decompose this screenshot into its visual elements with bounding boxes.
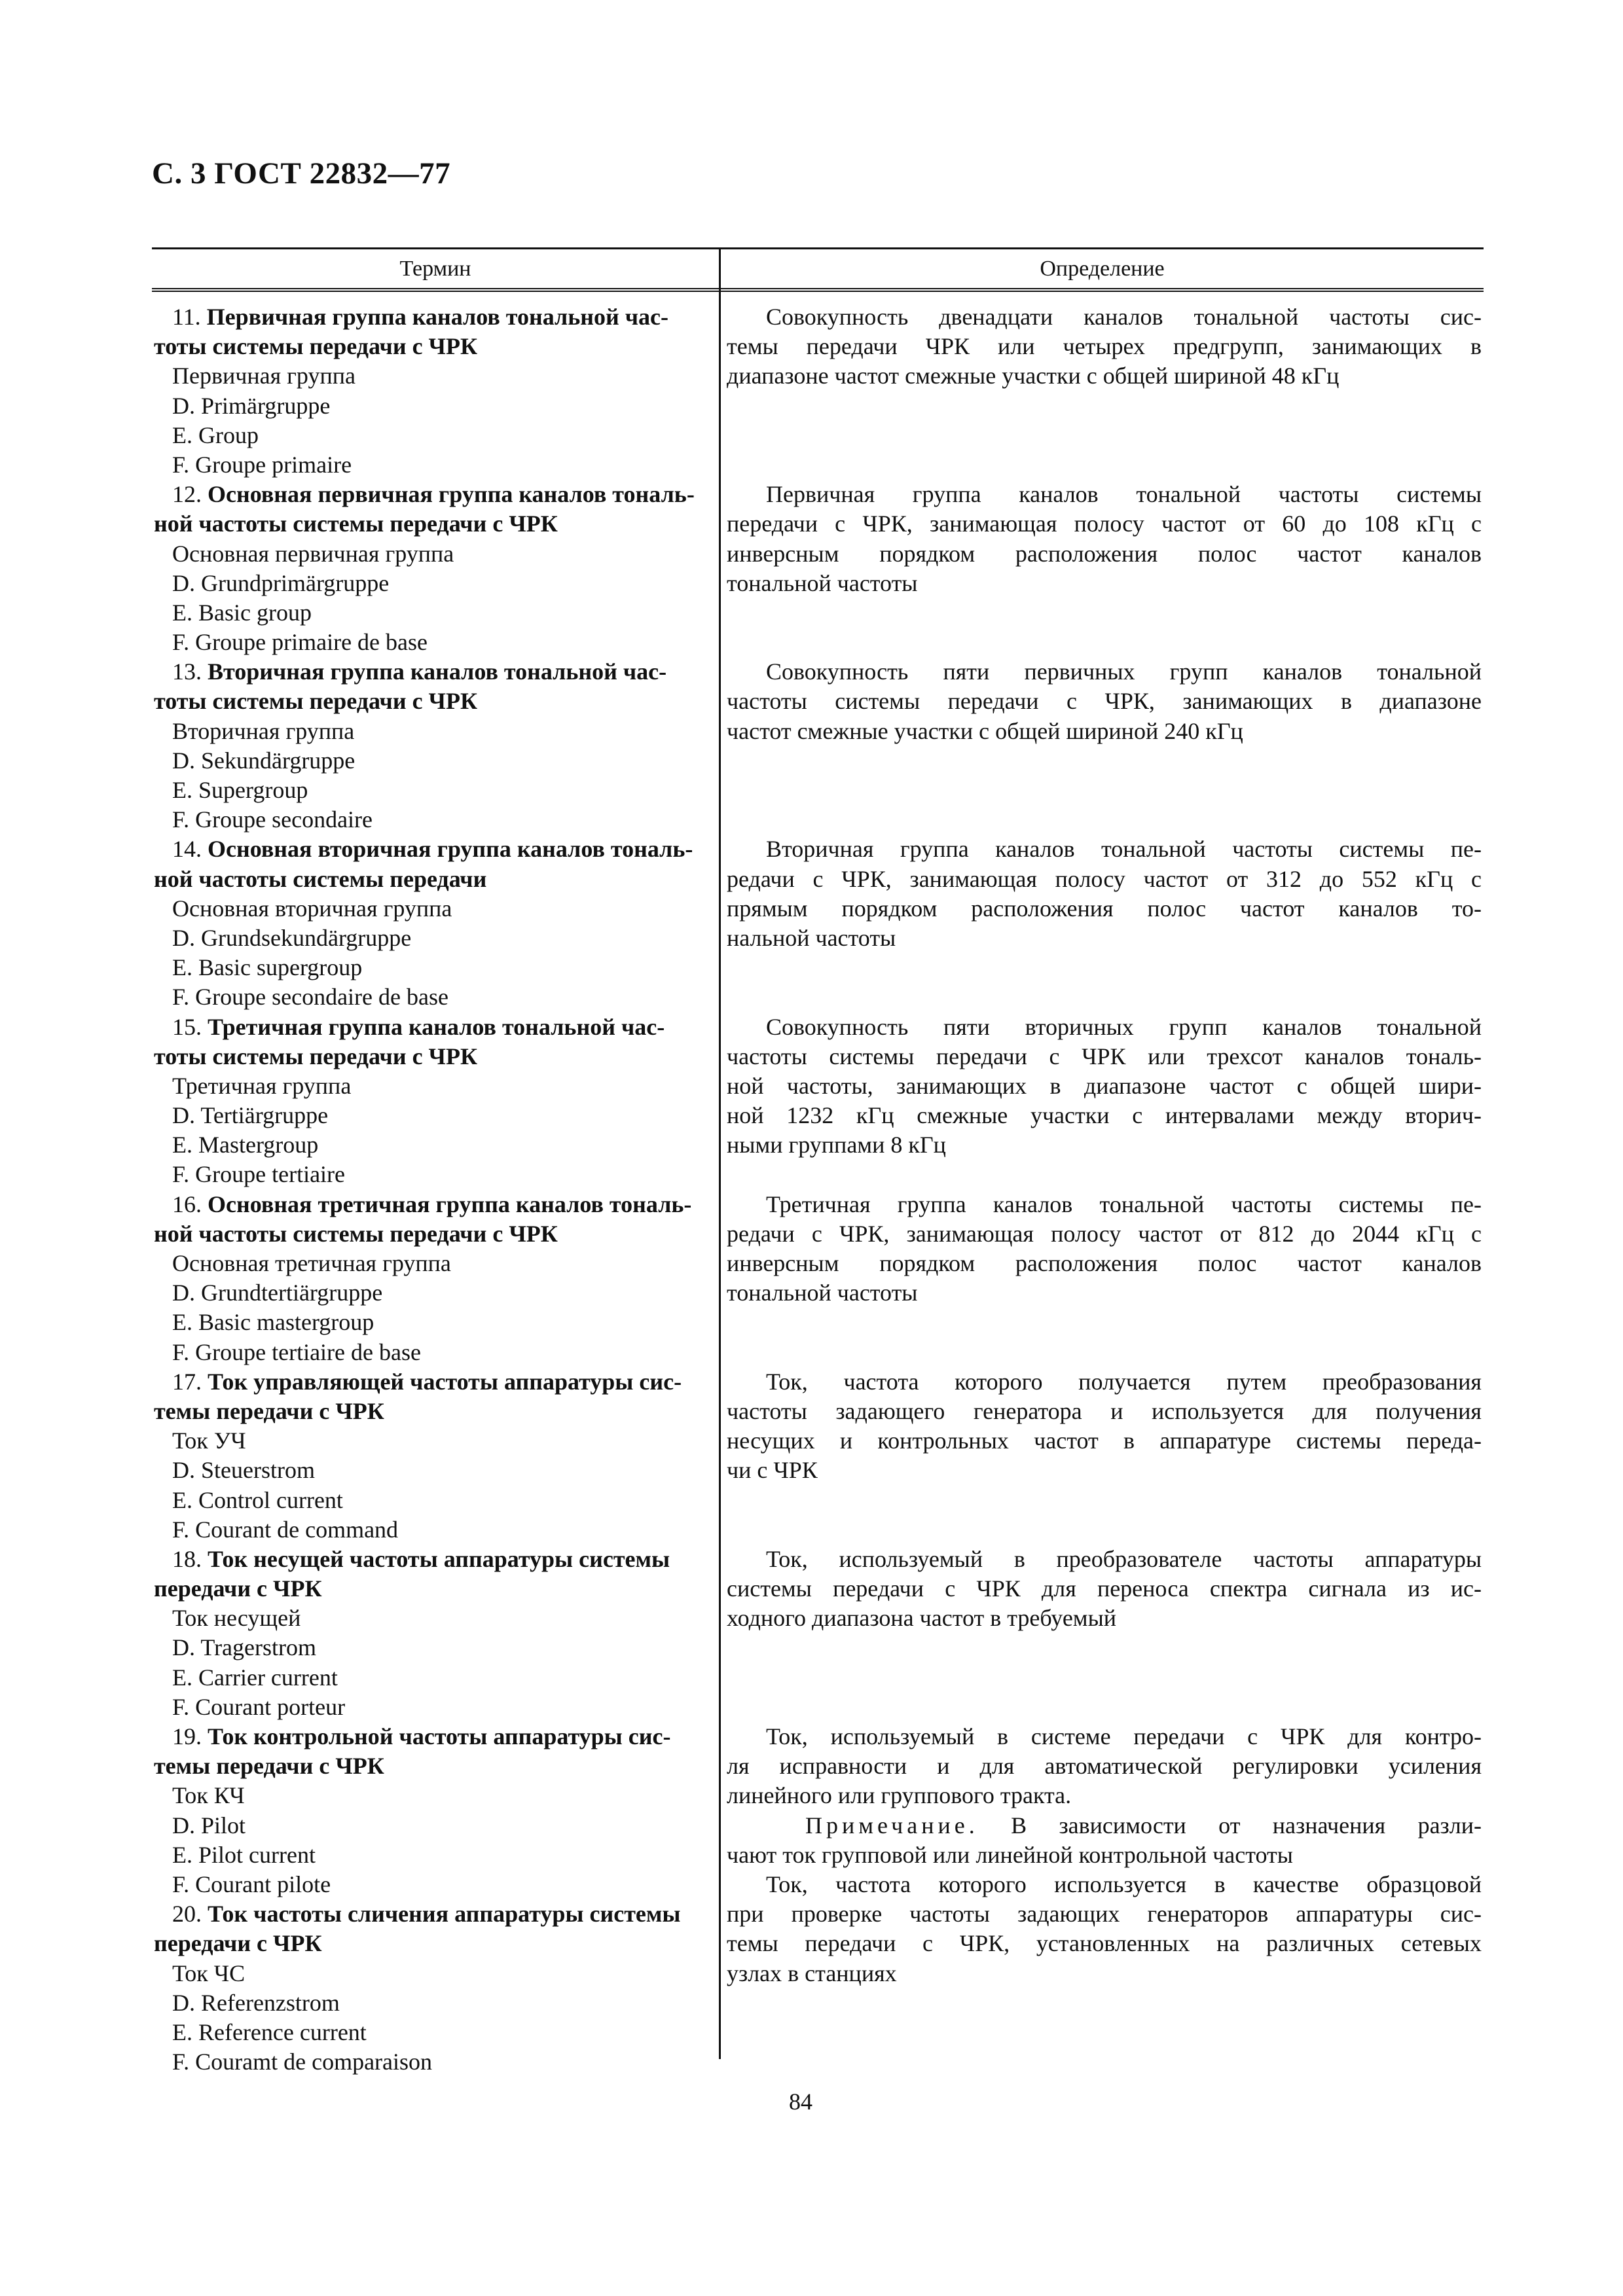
term-number: 16.: [172, 1191, 208, 1217]
term-number: 18.: [172, 1545, 208, 1572]
column-header-term: Термин: [399, 257, 471, 281]
blank-line: [727, 1515, 1482, 1545]
column-header-definition: Определение: [1040, 257, 1165, 281]
definition-line: ной 1232 кГц смежные участки с интервалами между вторич-: [727, 1102, 1482, 1129]
term-synonym: F. Groupe primaire: [172, 451, 352, 478]
term-synonym: D. Primärgruppe: [172, 392, 331, 419]
term-synonym: F. Couramt de comparaison: [172, 2049, 433, 2075]
term-synonym: D. Steuerstrom: [172, 1457, 315, 1484]
header-double-rule: [152, 288, 1484, 292]
term-title-line: [154, 834, 707, 864]
term-title: Ток частоты сличения аппаратуры системы: [208, 1901, 681, 1928]
term-synonym: D. Grundtertiärgruppe: [172, 1280, 383, 1306]
definition-line: тональной частоты: [727, 1280, 918, 1306]
term-number: 11.: [172, 304, 207, 330]
term-synonym: D. Sekundärgruppe: [172, 747, 356, 774]
definition-line: тональной частоты: [727, 569, 918, 596]
definition-line: системы передачи с ЧРК для переноса спектра сигнала из ис-: [727, 1575, 1482, 1602]
term-synonym: Ток УЧ: [172, 1427, 246, 1454]
blank-line: [727, 1693, 1482, 1722]
term-synonym: E. Reference current: [172, 2018, 367, 2045]
blank-line: [727, 805, 1482, 834]
term-synonym: E. Supergroup: [172, 777, 308, 803]
note-text: В зависимости от назначения разли-: [978, 1812, 1482, 1839]
blank-line: [727, 1663, 1482, 1693]
page-header: С. 3 ГОСТ 22832—77: [152, 156, 451, 190]
blank-line: [727, 1160, 1482, 1189]
definition-line: ными группами 8 кГц: [727, 1132, 946, 1158]
term-number: 15.: [172, 1013, 208, 1040]
term-title-line: [154, 1545, 707, 1574]
term-synonym: F. Groupe secondaire de base: [172, 984, 448, 1011]
term-number: 13.: [172, 658, 208, 685]
term-synonym: E. Basic supergroup: [172, 954, 363, 981]
term-title: Первичная группа каналов тональной час-: [206, 304, 669, 330]
definition-line: частот смежные участки с общей шириной 240 кГц: [727, 717, 1243, 744]
term-title-line: [154, 1013, 707, 1042]
term-synonym: F. Groupe primaire de base: [172, 629, 428, 656]
definition-line: диапазоне частот смежные участки с общей шириной 48 кГц: [727, 363, 1340, 389]
term-synonym: F. Groupe tertiaire: [172, 1161, 346, 1188]
term-title-line: [154, 1899, 707, 1929]
definition-line: частоты системы передачи с ЧРК или трехсот каналов тональ-: [727, 1043, 1482, 1069]
blank-line: [727, 628, 1482, 657]
term-title-line: ной частоты системы передачи: [154, 865, 487, 892]
definition-line: Ток, частота которого используется в качестве образцовой: [766, 1871, 1482, 1897]
term-synonym: Ток КЧ: [172, 1782, 245, 1809]
term-synonym: Основная первичная группа: [172, 540, 454, 567]
term-synonym: Основная вторичная группа: [172, 895, 452, 922]
definition-line: нальной частоты: [727, 924, 896, 951]
blank-line: [727, 391, 1482, 421]
definition-line: Ток, частота которого получается путем преобразования: [766, 1368, 1482, 1395]
term-title-line: темы передачи с ЧРК: [154, 1753, 384, 1780]
term-title-line: [154, 1190, 707, 1219]
definition-line: частоты системы передачи с ЧРК, занимающих в диапазоне: [727, 688, 1482, 715]
term-title: Ток управляющей частоты аппаратуры сис-: [208, 1368, 682, 1395]
term-title: Вторичная группа каналов тональной час-: [208, 658, 667, 685]
term-synonym: F. Groupe tertiaire de base: [172, 1338, 421, 1365]
term-synonym: D. Referenzstrom: [172, 1989, 340, 2016]
term-synonym: D. Grundsekundärgruppe: [172, 924, 412, 951]
term-title-line: ной частоты системы передачи с ЧРК: [154, 1220, 558, 1247]
term-title-line: тоты системы передачи с ЧРК: [154, 688, 478, 715]
term-title-line: ной частоты системы передачи с ЧРК: [154, 511, 558, 537]
blank-line: [727, 776, 1482, 805]
term-title: Ток контрольной частоты аппаратуры сис-: [208, 1723, 671, 1749]
term-synonym: Основная третичная группа: [172, 1250, 451, 1276]
definition-line: темы передачи с ЧРК, установленных на различных сетевых: [727, 1930, 1482, 1957]
term-number: 19.: [172, 1723, 208, 1749]
term-title-line: передачи с ЧРК: [154, 1930, 322, 1957]
definition-line: Вторичная группа каналов тональной частоты системы пе-: [766, 836, 1482, 863]
definition-line: Совокупность пяти первичных групп каналов тональной: [766, 658, 1482, 685]
note-line: [727, 1811, 1482, 1840]
definition-line: редачи с ЧРК, занимающая полосу частот от 312 до 552 кГц с: [727, 865, 1482, 892]
term-number: 14.: [172, 836, 208, 863]
definition-line: прямым порядком расположения полос частот каналов то-: [727, 895, 1482, 922]
term-synonym: F. Groupe secondaire: [172, 806, 373, 833]
term-title-line: тоты системы передачи с ЧРК: [154, 1043, 478, 1069]
blank-line: [727, 982, 1482, 1012]
definition-line: передачи с ЧРК, занимающая полосу частот от 60 до 108 кГц с: [727, 511, 1482, 537]
column-divider: [719, 247, 721, 2059]
definition-line: Совокупность пяти вторичных групп каналов тональной: [766, 1013, 1482, 1040]
term-number: 12.: [172, 481, 208, 508]
definition-line: узлах в станциях: [727, 1960, 897, 1986]
term-title-line: [154, 302, 707, 332]
definition-line: чают ток групповой или линейной контрольной частоты: [727, 1841, 1293, 1868]
definition-line: частоты задающего генератора и используется для получения: [727, 1397, 1482, 1424]
term-synonym: E. Pilot current: [172, 1841, 316, 1868]
term-number: 20.: [172, 1901, 208, 1928]
definition-line: Ток, используемый в системе передачи с ЧРК для контро-: [766, 1723, 1482, 1749]
term-synonym: E. Group: [172, 422, 259, 448]
term-title-line: тоты системы передачи с ЧРК: [154, 333, 478, 360]
term-synonym: D. Tertiärgruppe: [172, 1102, 329, 1129]
definition-line: инверсным порядком расположения полос частот каналов: [727, 540, 1482, 567]
term-synonym: Ток несущей: [172, 1605, 301, 1632]
term-synonym: Первичная группа: [172, 363, 356, 389]
blank-line: [727, 746, 1482, 776]
term-synonym: E. Carrier current: [172, 1664, 338, 1691]
page-number: 84: [789, 2089, 812, 2115]
term-title-line: темы передачи с ЧРК: [154, 1397, 384, 1424]
term-synonym: F. Courant porteur: [172, 1693, 346, 1720]
term-synonym: E. Basic mastergroup: [172, 1309, 374, 1336]
blank-line: [727, 1486, 1482, 1515]
term-synonym: Третичная группа: [172, 1072, 352, 1099]
definition-line: Ток, используемый в преобразователе частоты аппаратуры: [766, 1545, 1482, 1572]
term-title-line: [154, 657, 707, 687]
blank-line: [727, 450, 1482, 480]
blank-line: [727, 598, 1482, 628]
term-synonym: D. Pilot: [172, 1812, 246, 1839]
table-top-rule: [152, 247, 1484, 249]
term-number: 17.: [172, 1368, 208, 1395]
term-title: Третичная группа каналов тональной час-: [208, 1013, 665, 1040]
term-title-line: [154, 1722, 707, 1751]
definition-line: ходного диапазона частот в требуемый: [727, 1605, 1117, 1632]
term-synonym: E. Basic group: [172, 599, 312, 626]
term-synonym: D. Tragerstrom: [172, 1634, 317, 1661]
definition-line: линейного или группового тракта.: [727, 1782, 1072, 1809]
definition-line: Совокупность двенадцати каналов тональной частоты сис-: [766, 304, 1482, 330]
definition-line: ной частоты, занимающих в диапазоне частот с общей шири-: [727, 1072, 1482, 1099]
term-title-line: [154, 1367, 707, 1397]
note-label: Примечание.: [805, 1812, 979, 1839]
definition-line: чи с ЧРК: [727, 1457, 818, 1484]
blank-line: [727, 1338, 1482, 1367]
term-title-line: передачи с ЧРК: [154, 1575, 322, 1602]
definition-line: ля исправности и для автоматической регулировки усиления: [727, 1753, 1482, 1780]
terms-column: [154, 302, 707, 2077]
definition-line: при проверке частоты задающих генераторов аппаратуры сис-: [727, 1901, 1482, 1928]
term-synonym: D. Grundprimärgruppe: [172, 569, 390, 596]
term-synonym: F. Courant pilote: [172, 1871, 331, 1897]
definition-line: темы передачи ЧРК или четырех предгрупп, занимающих в: [727, 333, 1482, 360]
blank-line: [727, 953, 1482, 982]
blank-line: [727, 421, 1482, 450]
term-title: Основная первичная группа каналов тональ-: [208, 481, 695, 508]
definition-line: несущих и контрольных частот в аппаратуре системы переда-: [727, 1427, 1482, 1454]
term-title: Ток несущей частоты аппаратуры системы: [208, 1545, 670, 1572]
blank-line: [727, 1633, 1482, 1662]
term-synonym: F. Courant de command: [172, 1516, 399, 1543]
term-synonym: E. Control current: [172, 1486, 343, 1513]
term-title: Основная вторичная группа каналов тональ-: [208, 836, 693, 863]
definitions-column: [727, 302, 1482, 1988]
definition-line: редачи с ЧРК, занимающая полосу частот от 812 до 2044 кГц с: [727, 1220, 1482, 1247]
term-synonym: Ток ЧС: [172, 1960, 246, 1986]
term-title-line: [154, 480, 707, 509]
blank-line: [727, 1308, 1482, 1337]
definition-line: Первичная группа каналов тональной частоты системы: [766, 481, 1482, 508]
term-title: Основная третичная группа каналов тональ-: [208, 1191, 692, 1217]
term-synonym: Вторичная группа: [172, 717, 355, 744]
definition-line: Третичная группа каналов тональной частоты системы пе-: [766, 1191, 1482, 1217]
term-synonym: E. Mastergroup: [172, 1132, 319, 1158]
definition-line: инверсным порядком расположения полос частот каналов: [727, 1250, 1482, 1276]
